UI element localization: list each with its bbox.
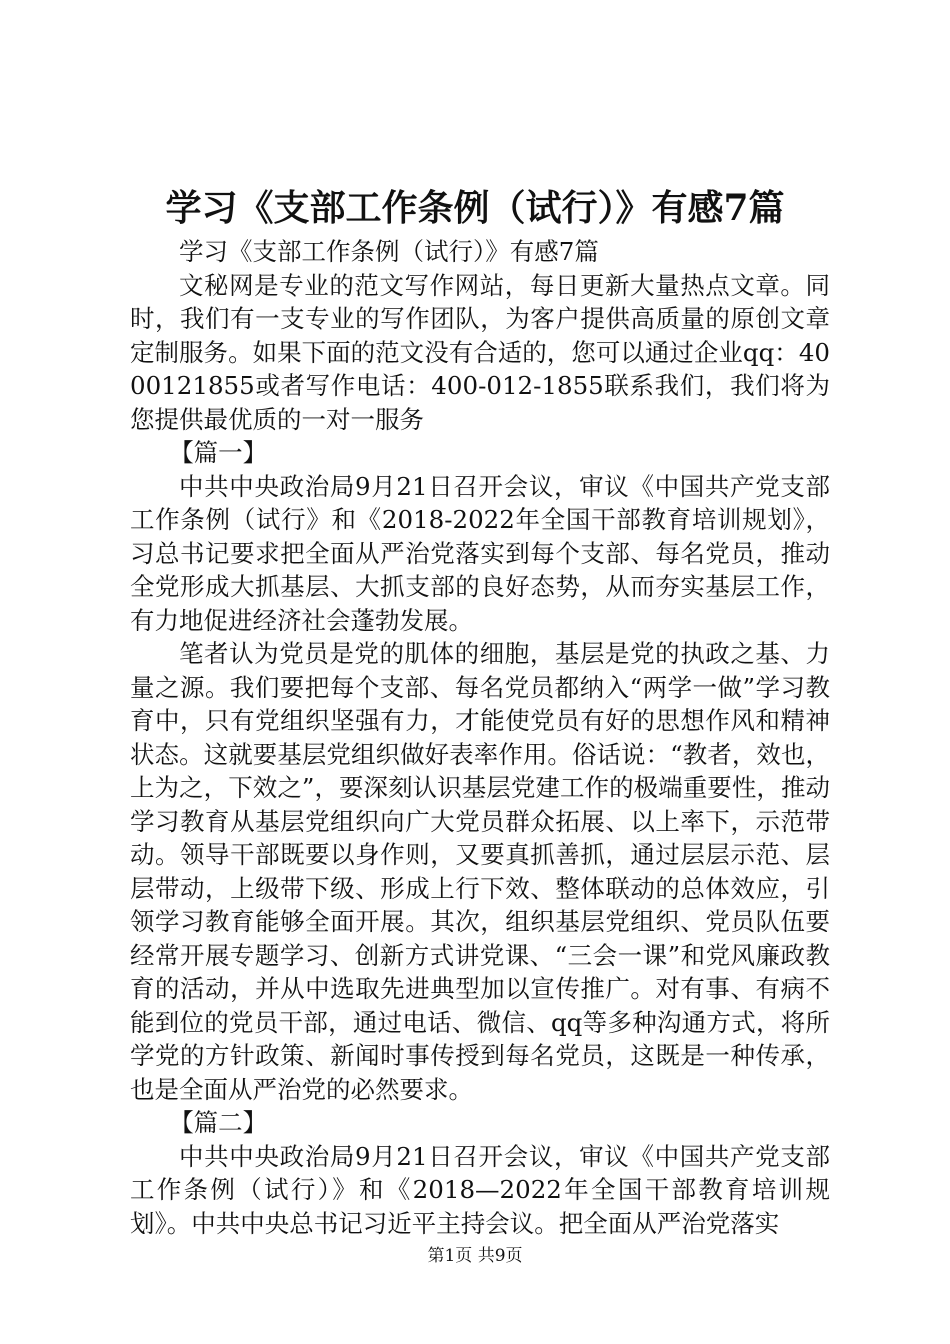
intro-paragraph: 文秘网是专业的范文写作网站，每日更新大量热点文章。同时，我们有一支专业的写作团队，为客户提供高质量的原创文章定制服务。如果下面的范文没有合适的，您可以通过企业qq：4000121855或者写作电话：400-012-1855联系我们，我们将为您提供最优质的一对一服务 (130, 270, 830, 434)
page-footer: 第1页 共9页 (427, 1246, 523, 1266)
section-1-paragraph-1: 中共中央政治局9月21日召开会议，审议《中国共产党支部工作条例（试行》和《2018-2022年全国干部教育培训规划》，习总书记要求把全面从严治党落实到每个支部、每名党员，推动全党形成大抓基层、大抓支部的良好态势，从而夯实基层工作，有力地促进经济社会蓬勃发展。 (130, 471, 830, 635)
section-2-paragraph-1: 中共中央政治局9月21日召开会议，审议《中国共产党支部工作条例（试行）》和《2018—2022年全国干部教育培训规划》。中共中央总书记习近平主持会议。把全面从严治党落实 (130, 1141, 830, 1238)
document-body (130, 235, 830, 1240)
subtitle-line: 学习《支部工作条例（试行）》有感7篇 (179, 237, 599, 266)
section-1-paragraph-2: 笔者认为党员是党的肌体的细胞，基层是党的执政之基、力量之源。我们要把每个支部、每名党员都纳入“两学一做”学习教育中，只有党组织坚强有力，才能使党员有好的思想作风和精神状态。这就要基层党组织做好表率作用。俗话说：“教者，效也，上为之，下效之”，要深刻认识基层党建工作的极端重要性，推动学习教育从基层党组织向广大党员群众拓展、以上率下，示范带动。领导干部既要以身作则，又要真抓善抓，通过层层示范、层层带动，上级带下级、形成上行下效、整体联动的总体效应，引领学习教育能够全面开展。其次，组织基层党组织、党员队伍要经常开展专题学习、创新方式讲党课、“三会一课”和党风廉政教育的活动，并从中选取先进典型加以宣传推广。对有事、有病不能到位的党员干部，通过电话、微信、qq等多种沟通方式，将所学党的方针政策、新闻时事传授到每名党员，这既是一种传承，也是全面从严治党的必然要求。 (130, 639, 830, 1104)
section-heading-2: 【篇二】 (169, 1108, 268, 1137)
document-title: 学习《支部工作条例（试行）》有感7篇 (165, 187, 785, 229)
section-heading-1: 【篇一】 (169, 438, 268, 467)
